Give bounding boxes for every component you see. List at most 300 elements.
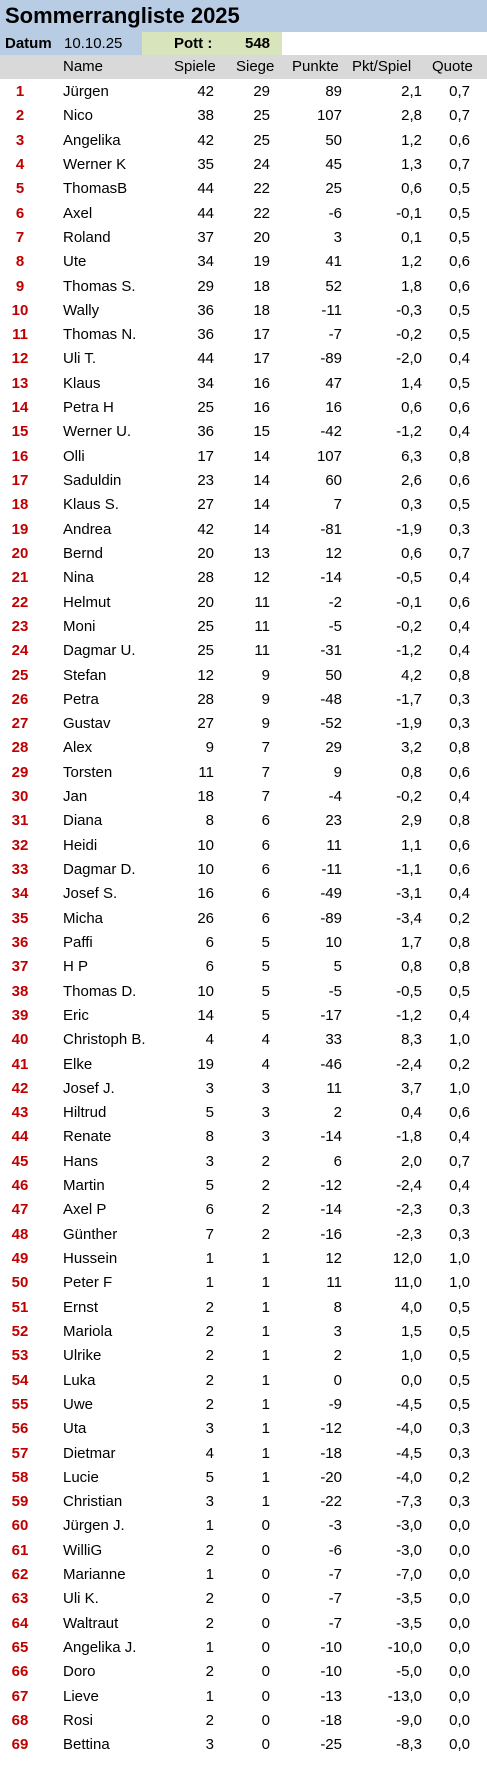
punkte-cell: -25 bbox=[320, 1736, 342, 1754]
quote-cell: 0,7 bbox=[449, 155, 470, 173]
quote-cell: 0,3 bbox=[449, 1493, 470, 1511]
quote-cell: 0,6 bbox=[449, 763, 470, 781]
quote-cell: 0,0 bbox=[449, 1566, 470, 1584]
siege-cell: 22 bbox=[253, 180, 270, 198]
punkte-cell: -7 bbox=[328, 1566, 342, 1584]
quote-cell: 0,4 bbox=[449, 569, 470, 587]
rank-cell: 38 bbox=[11, 982, 29, 1000]
quote-cell: 0,4 bbox=[449, 350, 470, 368]
spiele-cell: 36 bbox=[197, 326, 214, 344]
spiele-cell: 1 bbox=[205, 1274, 214, 1292]
spiele-cell: 1 bbox=[205, 1639, 214, 1656]
siege-cell: 20 bbox=[253, 228, 270, 246]
quote-cell: 0,4 bbox=[449, 1177, 470, 1195]
name-cell: Josef S. bbox=[63, 885, 118, 903]
punkte-cell: 12 bbox=[325, 1250, 342, 1267]
punkte-cell: 60 bbox=[325, 472, 342, 489]
pkt-spiel-cell: 2,6 bbox=[401, 472, 422, 489]
rank-cell: 35 bbox=[11, 909, 29, 927]
rank-cell: 27 bbox=[11, 715, 29, 733]
table-row bbox=[0, 907, 487, 931]
spiele-cell: 2 bbox=[205, 1590, 214, 1608]
rank-cell: 68 bbox=[11, 1711, 29, 1729]
pkt-spiel-cell: 0,0 bbox=[401, 1371, 422, 1389]
rank-cell: 50 bbox=[11, 1274, 29, 1292]
punkte-cell: -3 bbox=[328, 1517, 342, 1535]
rank-cell: 21 bbox=[11, 569, 29, 587]
rank-cell: 5 bbox=[15, 180, 25, 198]
name-cell: Doro bbox=[63, 1663, 96, 1681]
spiele-cell: 1 bbox=[205, 1250, 214, 1267]
table-row bbox=[0, 785, 487, 809]
siege-cell: 24 bbox=[253, 155, 270, 173]
table-row bbox=[0, 1466, 487, 1490]
punkte-cell: 23 bbox=[325, 812, 342, 830]
rank-cell: 65 bbox=[11, 1639, 29, 1656]
pkt-spiel-cell: 0,8 bbox=[401, 763, 422, 781]
table-row bbox=[0, 1125, 487, 1149]
rank-cell: 52 bbox=[11, 1322, 29, 1340]
quote-cell: 0,2 bbox=[449, 1468, 470, 1486]
name-cell: Angelika J. bbox=[63, 1639, 137, 1656]
punkte-cell: -5 bbox=[328, 617, 342, 635]
pkt-spiel-cell: -2,3 bbox=[396, 1201, 422, 1219]
name-cell: Dietmar bbox=[63, 1444, 116, 1462]
pkt-spiel-cell: 1,2 bbox=[401, 131, 422, 149]
punkte-cell: -14 bbox=[320, 569, 342, 587]
punkte-cell: 47 bbox=[325, 374, 342, 392]
punkte-cell: 25 bbox=[325, 180, 342, 198]
pkt-spiel-cell: 2,9 bbox=[401, 812, 422, 830]
spiele-cell: 6 bbox=[205, 1201, 214, 1219]
punkte-cell: 0 bbox=[333, 1371, 342, 1389]
spiele-cell: 25 bbox=[197, 399, 214, 417]
pkt-spiel-cell: 4,0 bbox=[401, 1298, 422, 1316]
rank-cell: 37 bbox=[11, 958, 29, 976]
name-cell: Uli T. bbox=[63, 350, 97, 368]
rank-cell: 69 bbox=[11, 1736, 29, 1754]
pkt-spiel-cell: -10,0 bbox=[387, 1639, 422, 1656]
pkt-spiel-cell: -1,8 bbox=[396, 1128, 422, 1146]
punkte-cell: 10 bbox=[325, 933, 342, 951]
quote-cell: 0,0 bbox=[449, 1541, 470, 1559]
rank-cell: 31 bbox=[11, 812, 29, 830]
quote-cell: 0,3 bbox=[449, 1444, 470, 1462]
rank-cell: 4 bbox=[15, 155, 25, 173]
quote-cell: 0,8 bbox=[449, 812, 470, 830]
siege-cell: 0 bbox=[261, 1614, 270, 1632]
name-cell: Dagmar D. bbox=[63, 861, 136, 878]
quote-cell: 0,4 bbox=[449, 1006, 470, 1024]
pkt-spiel-cell: -4,5 bbox=[396, 1395, 422, 1413]
quote-cell: 0,3 bbox=[449, 1225, 470, 1243]
date-label: Datum bbox=[5, 35, 52, 52]
name-cell: Gustav bbox=[63, 715, 111, 733]
quote-cell: 1,0 bbox=[449, 1274, 470, 1292]
name-cell: Stefan bbox=[63, 666, 107, 684]
spiele-cell: 11 bbox=[198, 763, 214, 781]
name-cell: Ulrike bbox=[63, 1347, 102, 1365]
quote-cell: 0,6 bbox=[449, 1104, 470, 1122]
siege-cell: 13 bbox=[253, 544, 270, 562]
table-row bbox=[0, 688, 487, 712]
quote-cell: 0,6 bbox=[449, 253, 470, 271]
page-title: Sommerrangliste 2025 bbox=[0, 0, 487, 32]
table-row bbox=[0, 1733, 487, 1757]
siege-cell: 5 bbox=[261, 1006, 270, 1024]
rank-cell: 17 bbox=[11, 472, 29, 489]
table-row bbox=[0, 761, 487, 785]
ranking-table bbox=[0, 80, 487, 1758]
punkte-cell: -16 bbox=[320, 1225, 342, 1243]
rank-cell: 29 bbox=[11, 763, 29, 781]
rank-cell: 26 bbox=[11, 690, 29, 708]
siege-cell: 22 bbox=[253, 204, 270, 222]
spiele-cell: 28 bbox=[197, 690, 214, 708]
table-row bbox=[0, 250, 487, 274]
pkt-spiel-cell: -4,5 bbox=[396, 1444, 422, 1462]
siege-cell: 17 bbox=[253, 350, 270, 368]
table-row bbox=[0, 834, 487, 858]
spiele-cell: 29 bbox=[197, 277, 214, 295]
spiele-cell: 25 bbox=[197, 642, 214, 660]
siege-cell: 9 bbox=[261, 690, 270, 708]
spiele-cell: 4 bbox=[205, 1444, 214, 1462]
name-cell: Ute bbox=[63, 253, 87, 271]
table-row bbox=[0, 493, 487, 517]
spiele-cell: 18 bbox=[197, 788, 214, 806]
siege-cell: 6 bbox=[261, 885, 270, 903]
pkt-spiel-cell: 1,0 bbox=[401, 1347, 422, 1365]
quote-cell: 0,2 bbox=[449, 1055, 470, 1073]
pkt-spiel-cell: 3,7 bbox=[401, 1079, 422, 1097]
punkte-cell: 16 bbox=[325, 399, 342, 417]
table-row bbox=[0, 1417, 487, 1441]
name-cell: ThomasB bbox=[63, 180, 128, 198]
quote-cell: 0,3 bbox=[449, 1201, 470, 1219]
quote-cell: 0,5 bbox=[449, 326, 470, 344]
quote-cell: 0,8 bbox=[449, 666, 470, 684]
pkt-spiel-cell: -0,5 bbox=[396, 982, 422, 1000]
pkt-spiel-cell: 1,5 bbox=[401, 1322, 422, 1340]
rank-cell: 1 bbox=[15, 83, 25, 100]
siege-cell: 0 bbox=[261, 1663, 270, 1681]
spiele-cell: 35 bbox=[197, 155, 214, 173]
siege-cell: 6 bbox=[261, 861, 270, 878]
quote-cell: 0,2 bbox=[449, 909, 470, 927]
siege-cell: 5 bbox=[261, 933, 270, 951]
quote-cell: 0,7 bbox=[449, 544, 470, 562]
table-row bbox=[0, 275, 487, 299]
punkte-cell: 11 bbox=[326, 1274, 342, 1292]
table-row bbox=[0, 1028, 487, 1052]
spiele-cell: 10 bbox=[197, 982, 214, 1000]
punkte-cell: -6 bbox=[328, 1541, 342, 1559]
table-row bbox=[0, 1296, 487, 1320]
spiele-cell: 44 bbox=[197, 204, 214, 222]
quote-cell: 1,0 bbox=[449, 1031, 470, 1049]
punkte-cell: -4 bbox=[328, 788, 342, 806]
pott-value: 548 bbox=[245, 35, 271, 52]
pkt-spiel-cell: -3,5 bbox=[396, 1590, 422, 1608]
spiele-cell: 5 bbox=[205, 1177, 214, 1195]
spiele-cell: 17 bbox=[197, 447, 214, 465]
name-cell: Werner K bbox=[63, 155, 127, 173]
rank-cell: 54 bbox=[11, 1371, 29, 1389]
spiele-cell: 16 bbox=[197, 885, 214, 903]
spiele-cell: 10 bbox=[197, 861, 214, 878]
pkt-spiel-cell: -4,0 bbox=[396, 1420, 422, 1438]
name-cell: Bettina bbox=[63, 1736, 110, 1754]
name-cell: Thomas D. bbox=[63, 982, 137, 1000]
rank-cell: 39 bbox=[11, 1006, 29, 1024]
rank-cell: 51 bbox=[11, 1298, 29, 1316]
quote-cell: 0,3 bbox=[449, 520, 470, 538]
pkt-spiel-cell: 0,6 bbox=[401, 399, 422, 417]
pkt-spiel-cell: 8,3 bbox=[401, 1031, 422, 1049]
pkt-spiel-cell: -8,3 bbox=[396, 1736, 422, 1754]
spiele-cell: 1 bbox=[205, 1566, 214, 1584]
punkte-cell: -12 bbox=[320, 1177, 342, 1195]
spiele-cell: 2 bbox=[205, 1347, 214, 1365]
spiele-cell: 2 bbox=[205, 1371, 214, 1389]
punkte-cell: 8 bbox=[333, 1298, 342, 1316]
name-cell: Jürgen bbox=[63, 83, 109, 100]
name-cell: Lieve bbox=[63, 1687, 99, 1705]
siege-cell: 0 bbox=[261, 1517, 270, 1535]
punkte-cell: 2 bbox=[333, 1347, 342, 1365]
rank-cell: 60 bbox=[11, 1517, 29, 1535]
siege-cell: 2 bbox=[261, 1201, 270, 1219]
rank-cell: 64 bbox=[11, 1614, 29, 1632]
name-cell: Christian bbox=[63, 1493, 123, 1511]
pkt-spiel-cell: 1,4 bbox=[401, 374, 422, 392]
pkt-spiel-cell: 6,3 bbox=[401, 447, 422, 465]
table-row bbox=[0, 1320, 487, 1344]
quote-cell: 0,5 bbox=[449, 1371, 470, 1389]
siege-cell: 2 bbox=[261, 1225, 270, 1243]
spiele-cell: 14 bbox=[197, 1006, 214, 1024]
name-cell: Hans bbox=[63, 1152, 99, 1170]
name-cell: Luka bbox=[63, 1371, 96, 1389]
spiele-cell: 38 bbox=[197, 107, 214, 125]
rank-cell: 25 bbox=[11, 666, 29, 684]
quote-cell: 0,7 bbox=[449, 83, 470, 100]
table-row bbox=[0, 1539, 487, 1563]
pkt-spiel-cell: 0,6 bbox=[401, 544, 422, 562]
punkte-cell: -18 bbox=[320, 1444, 342, 1462]
siege-cell: 4 bbox=[261, 1031, 270, 1049]
table-row bbox=[0, 80, 487, 104]
rank-cell: 44 bbox=[11, 1128, 29, 1146]
siege-cell: 14 bbox=[253, 520, 270, 538]
name-cell: Klaus bbox=[63, 374, 101, 392]
pkt-spiel-cell: -7,3 bbox=[396, 1493, 422, 1511]
quote-cell: 0,5 bbox=[449, 1298, 470, 1316]
pkt-spiel-cell: 1,8 bbox=[401, 277, 422, 295]
siege-cell: 5 bbox=[261, 958, 270, 976]
siege-cell: 14 bbox=[253, 472, 270, 489]
spiele-cell: 36 bbox=[197, 423, 214, 441]
table-row bbox=[0, 1198, 487, 1222]
punkte-cell: -2 bbox=[328, 593, 342, 611]
rank-cell: 28 bbox=[11, 739, 29, 757]
punkte-cell: -81 bbox=[320, 520, 342, 538]
name-cell: H P bbox=[63, 958, 89, 976]
rank-cell: 33 bbox=[11, 861, 29, 878]
quote-cell: 0,0 bbox=[449, 1663, 470, 1681]
pkt-spiel-cell: -1,2 bbox=[396, 642, 422, 660]
rank-cell: 43 bbox=[11, 1104, 29, 1122]
table-row bbox=[0, 858, 487, 882]
quote-cell: 0,8 bbox=[449, 739, 470, 757]
punkte-cell: 6 bbox=[333, 1152, 342, 1170]
quote-cell: 0,4 bbox=[449, 788, 470, 806]
name-cell: Petra bbox=[63, 690, 99, 708]
punkte-cell: 33 bbox=[325, 1031, 342, 1049]
quote-cell: 0,0 bbox=[449, 1736, 470, 1754]
punkte-cell: -20 bbox=[320, 1468, 342, 1486]
spiele-cell: 27 bbox=[197, 496, 214, 514]
rank-cell: 20 bbox=[11, 544, 29, 562]
table-row bbox=[0, 445, 487, 469]
siege-cell: 1 bbox=[261, 1298, 270, 1316]
quote-cell: 0,5 bbox=[449, 1322, 470, 1340]
siege-cell: 29 bbox=[253, 83, 270, 100]
pkt-spiel-cell: 2,0 bbox=[401, 1152, 422, 1170]
rank-cell: 46 bbox=[11, 1177, 29, 1195]
name-cell: Wally bbox=[63, 301, 100, 319]
quote-cell: 0,5 bbox=[449, 1395, 470, 1413]
rank-cell: 57 bbox=[11, 1444, 29, 1462]
siege-cell: 0 bbox=[261, 1541, 270, 1559]
spiele-cell: 44 bbox=[197, 180, 214, 198]
rank-cell: 63 bbox=[11, 1590, 29, 1608]
siege-cell: 7 bbox=[261, 788, 270, 806]
punkte-cell: 5 bbox=[333, 958, 342, 976]
quote-cell: 0,4 bbox=[449, 423, 470, 441]
table-row bbox=[0, 1563, 487, 1587]
rank-cell: 12 bbox=[11, 350, 29, 368]
siege-cell: 2 bbox=[261, 1177, 270, 1195]
siege-cell: 14 bbox=[253, 496, 270, 514]
spiele-cell: 42 bbox=[197, 131, 214, 149]
table-row bbox=[0, 1223, 487, 1247]
rank-cell: 45 bbox=[11, 1152, 29, 1170]
punkte-cell: 2 bbox=[333, 1104, 342, 1122]
rank-cell: 56 bbox=[11, 1420, 29, 1438]
quote-cell: 0,3 bbox=[449, 1420, 470, 1438]
rank-cell: 58 bbox=[11, 1468, 29, 1486]
spiele-cell: 34 bbox=[197, 253, 214, 271]
quote-cell: 0,0 bbox=[449, 1687, 470, 1705]
spiele-cell: 1 bbox=[205, 1517, 214, 1535]
table-row bbox=[0, 639, 487, 663]
punkte-cell: -42 bbox=[320, 423, 342, 441]
punkte-cell: -22 bbox=[320, 1493, 342, 1511]
table-row bbox=[0, 566, 487, 590]
pkt-spiel-cell: 0,8 bbox=[401, 958, 422, 976]
pkt-spiel-cell: -1,2 bbox=[396, 423, 422, 441]
quote-cell: 0,6 bbox=[449, 131, 470, 149]
pkt-spiel-cell: -7,0 bbox=[396, 1566, 422, 1584]
name-cell: Petra H bbox=[63, 399, 114, 417]
table-header bbox=[0, 55, 487, 79]
pkt-spiel-cell: -4,0 bbox=[396, 1468, 422, 1486]
name-cell: Andrea bbox=[63, 520, 112, 538]
pkt-spiel-cell: 3,2 bbox=[401, 739, 422, 757]
quote-cell: 0,7 bbox=[449, 1152, 470, 1170]
rank-cell: 11 bbox=[12, 326, 28, 344]
spiele-cell: 19 bbox=[197, 1055, 214, 1073]
siege-cell: 16 bbox=[253, 399, 270, 417]
siege-cell: 2 bbox=[261, 1152, 270, 1170]
pkt-spiel-cell: 1,7 bbox=[401, 933, 422, 951]
siege-cell: 19 bbox=[253, 253, 270, 271]
pkt-spiel-cell: 1,1 bbox=[401, 836, 422, 854]
name-cell: Marianne bbox=[63, 1566, 126, 1584]
siege-cell: 6 bbox=[261, 836, 270, 854]
spiele-cell: 37 bbox=[197, 228, 214, 246]
spiele-cell: 42 bbox=[197, 83, 214, 100]
punkte-cell: -46 bbox=[320, 1055, 342, 1073]
spiele-cell: 9 bbox=[205, 739, 214, 757]
quote-cell: 0,6 bbox=[449, 472, 470, 489]
spiele-cell: 2 bbox=[205, 1614, 214, 1632]
spiele-cell: 36 bbox=[197, 301, 214, 319]
header-spiele: Spiele bbox=[174, 58, 216, 75]
punkte-cell: -13 bbox=[320, 1687, 342, 1705]
punkte-cell: -11 bbox=[321, 861, 342, 878]
rank-cell: 47 bbox=[11, 1201, 29, 1219]
siege-cell: 1 bbox=[261, 1250, 270, 1267]
info-row bbox=[0, 32, 487, 55]
spiele-cell: 7 bbox=[205, 1225, 214, 1243]
pkt-spiel-cell: -0,2 bbox=[396, 617, 422, 635]
pkt-spiel-cell: -2,3 bbox=[396, 1225, 422, 1243]
pkt-spiel-cell: -1,9 bbox=[396, 715, 422, 733]
punkte-cell: 52 bbox=[325, 277, 342, 295]
rank-cell: 22 bbox=[11, 593, 29, 611]
name-cell: Jan bbox=[63, 788, 88, 806]
name-cell: Werner U. bbox=[63, 423, 132, 441]
spiele-cell: 3 bbox=[205, 1079, 214, 1097]
rank-cell: 9 bbox=[15, 277, 25, 295]
punkte-cell: 107 bbox=[316, 107, 342, 125]
quote-cell: 0,0 bbox=[449, 1614, 470, 1632]
punkte-cell: 107 bbox=[316, 447, 342, 465]
punkte-cell: -7 bbox=[328, 1614, 342, 1632]
table-row bbox=[0, 396, 487, 420]
spiele-cell: 3 bbox=[205, 1493, 214, 1511]
spiele-cell: 3 bbox=[205, 1736, 214, 1754]
table-row bbox=[0, 591, 487, 615]
name-cell: Saduldin bbox=[63, 472, 122, 489]
rank-cell: 62 bbox=[11, 1566, 29, 1584]
pkt-spiel-cell: -1,9 bbox=[396, 520, 422, 538]
quote-cell: 0,5 bbox=[449, 228, 470, 246]
quote-cell: 0,5 bbox=[449, 496, 470, 514]
name-cell: Angelika bbox=[63, 131, 121, 149]
siege-cell: 25 bbox=[253, 107, 270, 125]
siege-cell: 0 bbox=[261, 1590, 270, 1608]
name-cell: Christoph B. bbox=[63, 1031, 146, 1049]
pkt-spiel-cell: -1,2 bbox=[396, 1006, 422, 1024]
spiele-cell: 6 bbox=[205, 933, 214, 951]
rank-cell: 24 bbox=[11, 642, 29, 660]
rank-cell: 42 bbox=[11, 1079, 29, 1097]
siege-cell: 11 bbox=[254, 617, 270, 635]
